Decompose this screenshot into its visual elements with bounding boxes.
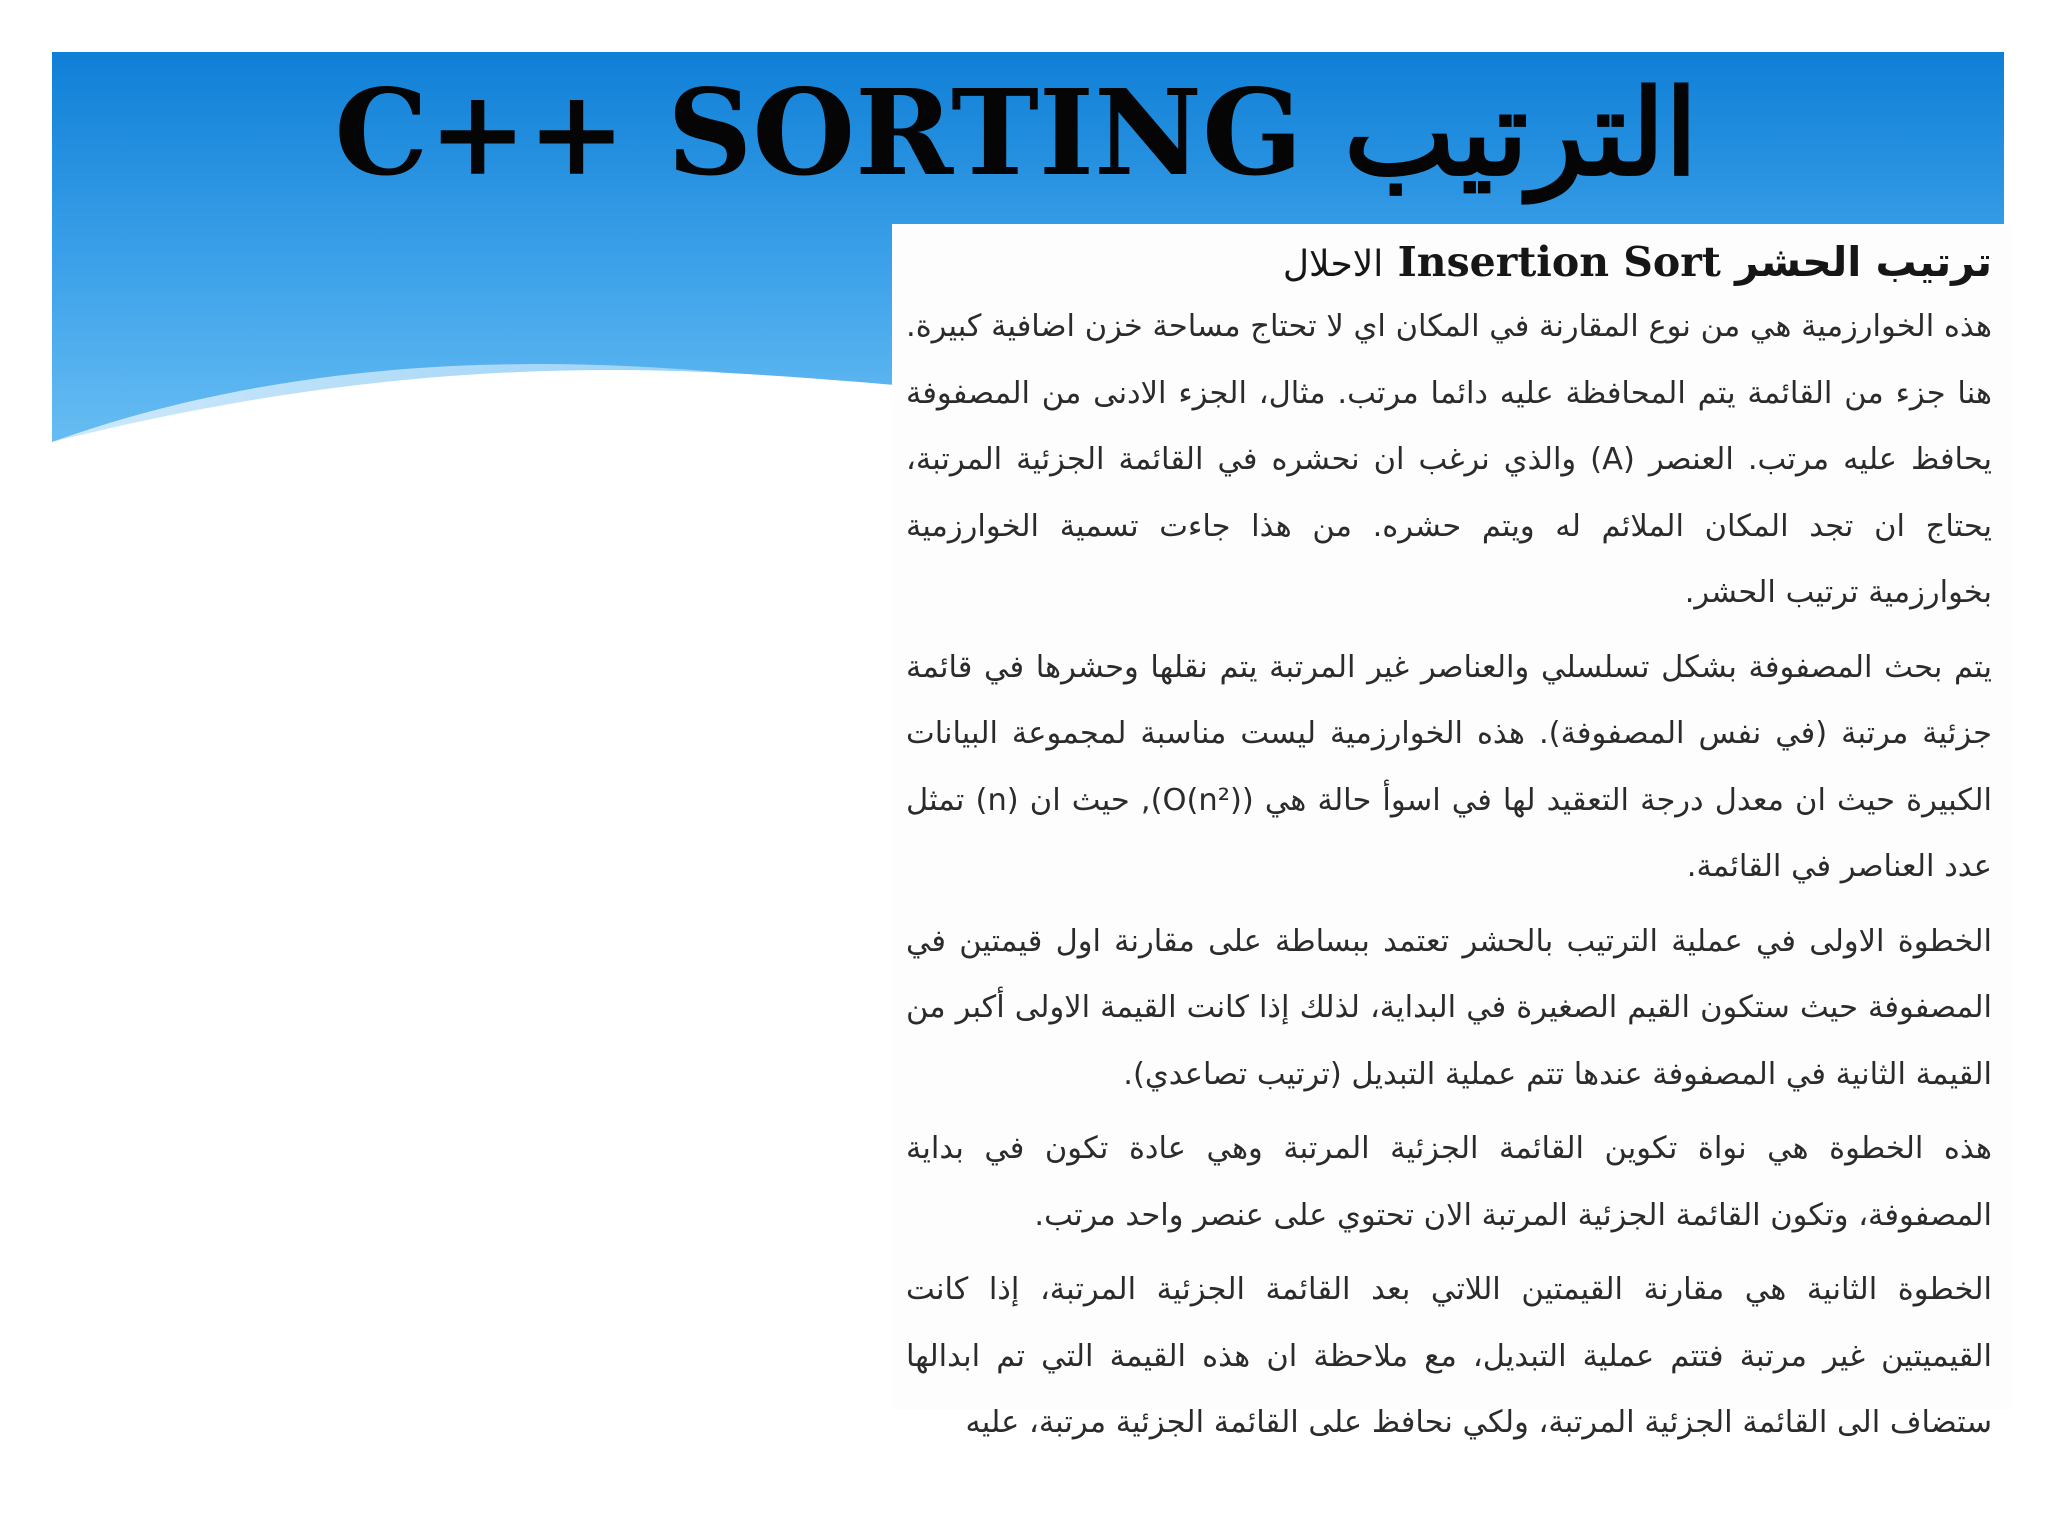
section-heading xyxy=(906,232,1992,294)
scanned-text-panel xyxy=(892,224,2012,1440)
paragraph-1: هذه الخوارزمية هي من نوع المقارنة في المكان اي لا تحتاج مساحة خزن اضافية كبيرة. هنا جزء من القائمة يتم المحافظة عليه دائما مرتب. مثال، الجزء الادنى من المصفوفة يحافظ عليه مرتب. العنصر (A) والذي نرغب ان نحشره في القائمة الجزئية المرتبة، يحتاج ان تجد المكان الملائم له ويتم حشره. من هذا جاءت تسمية الخوارزمية بخوارزمية ترتيب الحشر. xyxy=(906,309,1992,610)
paragraph-3: الخطوة الاولى في عملية الترتيب بالحشر تعتمد ببساطة على مقارنة اول قيمتين في المصفوفة حيث ستكون القيم الصغيرة في البداية، لذلك إذا كانت القيمة الاولى أكبر من القيمة الثانية في المصفوفة عندها تتم عملية التبديل (ترتيب تصاعدي). xyxy=(906,923,1992,1092)
paragraph-5: الخطوة الثانية هي مقارنة القيمتين اللاتي بعد القائمة الجزئية المرتبة، إذا كانت القيميتين غير مرتبة فتتم عملية التبديل، مع ملاحظة ان هذه القيمة التي تم ابدالها ستضاف الى القائمة الجزئية المرتبة، ولكي نحافظ على القائمة الجزئية مرتبة، عليه xyxy=(906,1272,1992,1440)
paragraph-2: يتم بحث المصفوفة بشكل تسلسلي والعناصر غير المرتبة يتم نقلها وحشرها في قائمة جزئية مرتبة (في نفس المصفوفة). هذه الخوارزمية ليست مناسبة لمجموعة البيانات الكبيرة حيث ان معدل درجة التعقيد لها في اسوأ حالة هي (O(n²)), حيث ان (n) تمثل عدد العناصر في القائمة. xyxy=(906,649,1992,884)
slide-title-english: C++ SORTING xyxy=(334,63,1303,202)
slide-title xyxy=(52,63,2004,202)
heading-arabic: ترتيب الحشر xyxy=(1735,238,1992,286)
heading-english: Insertion Sort xyxy=(1397,238,1721,286)
paragraph-4: هذه الخطوة هي نواة تكوين القائمة الجزئية المرتبة وهي عادة تكون في بداية المصفوفة، وتكون القائمة الجزئية المرتبة الان تحتوي على عنصر واحد مرتب. xyxy=(906,1131,1992,1233)
slide-title-arabic: الترتيب xyxy=(1343,63,1698,202)
heading-alternative: الاحلال xyxy=(1282,244,1384,285)
